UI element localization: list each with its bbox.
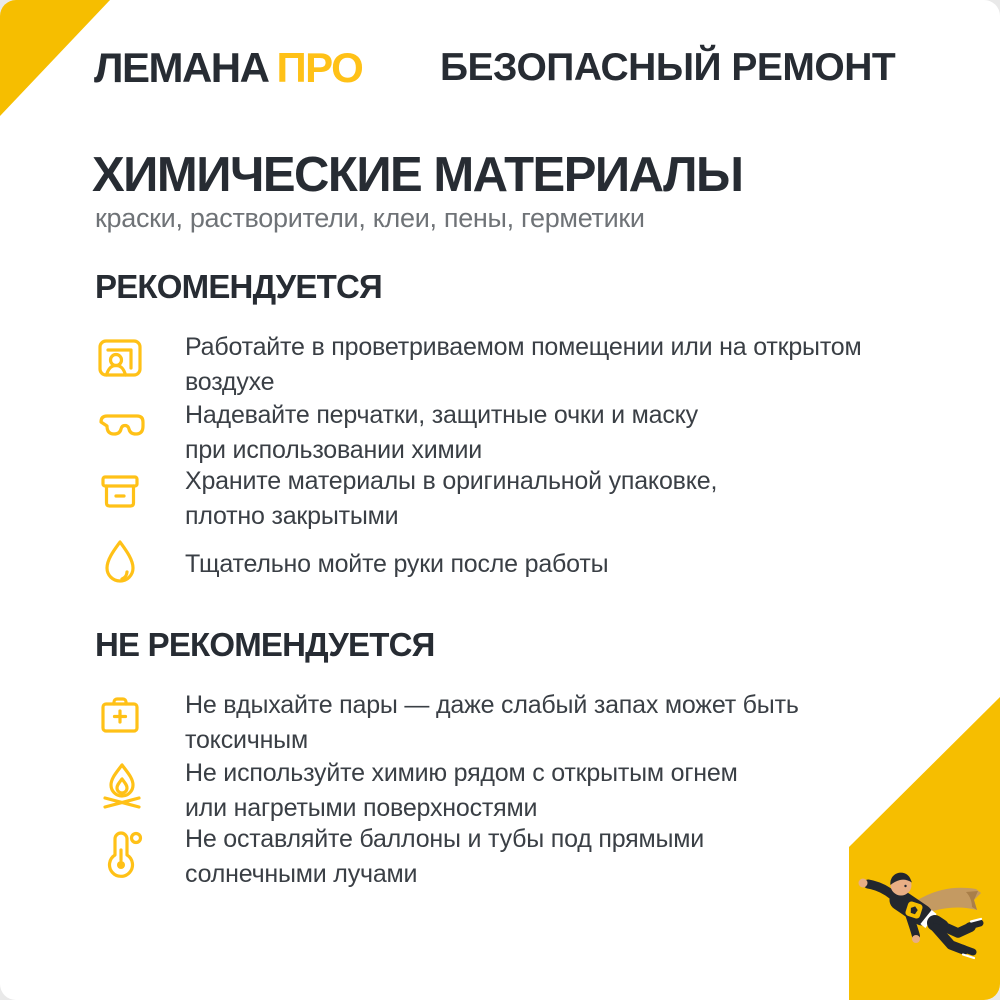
mascot-shoe — [969, 923, 980, 926]
not-recommended-item-fumes — [96, 688, 799, 758]
warning-text: Не вдыхайте пары — даже слабый запах может быть токсичным — [185, 691, 799, 754]
recommended-item-ventilation — [96, 330, 861, 400]
recommendation-text: Работайте в проветриваемом помещении или на открытом воздухе — [185, 333, 862, 396]
flying-superhero-mascot — [848, 860, 990, 978]
storage-box-icon — [96, 468, 148, 524]
recommended-item-wash-hands — [96, 547, 608, 582]
program-title: БЕЗОПАСНЫЙ РЕМОНТ — [440, 46, 896, 89]
water-drop-icon — [96, 537, 148, 593]
thermometer-icon — [96, 826, 148, 882]
not-recommended-item-sunlight — [96, 822, 704, 892]
not-recommended-heading: НЕ РЕКОМЕНДУЕТСЯ — [95, 626, 435, 663]
logo-part-pro: ПРО — [276, 44, 363, 91]
logo-part-lemana: ЛЕМАНА — [94, 44, 269, 91]
first-aid-kit-icon — [96, 692, 148, 748]
recommended-item-storage — [96, 464, 717, 534]
recommended-item-goggles — [96, 398, 698, 468]
campfire-icon — [96, 760, 148, 816]
page-title: ХИМИЧЕСКИЕ МАТЕРИАЛЫ — [92, 148, 743, 202]
recommendation-text: Тщательно мойте руки после работы — [185, 550, 609, 578]
recommendation-text: Надевайте перчатки, защитные очки и маску при использовании химии — [185, 401, 698, 464]
safety-goggles-icon — [96, 402, 148, 458]
mascot-hand — [859, 879, 868, 888]
person-at-window-icon — [96, 334, 148, 390]
warning-text: Не оставляйте баллоны и тубы под прямыми солнечными лучами — [185, 825, 705, 888]
warning-text: Не используйте химию рядом с открытым огнем или нагретыми поверхностями — [185, 759, 738, 822]
not-recommended-item-fire — [96, 756, 738, 826]
recommended-heading: РЕКОМЕНДУЕТСЯ — [95, 268, 382, 305]
lemana-pro-logo — [94, 44, 362, 92]
page-subtitle: краски, растворители, клеи, пены, герметики — [95, 203, 645, 233]
recommendation-text: Храните материалы в оригинальной упаковке, плотно закрытыми — [185, 467, 718, 530]
